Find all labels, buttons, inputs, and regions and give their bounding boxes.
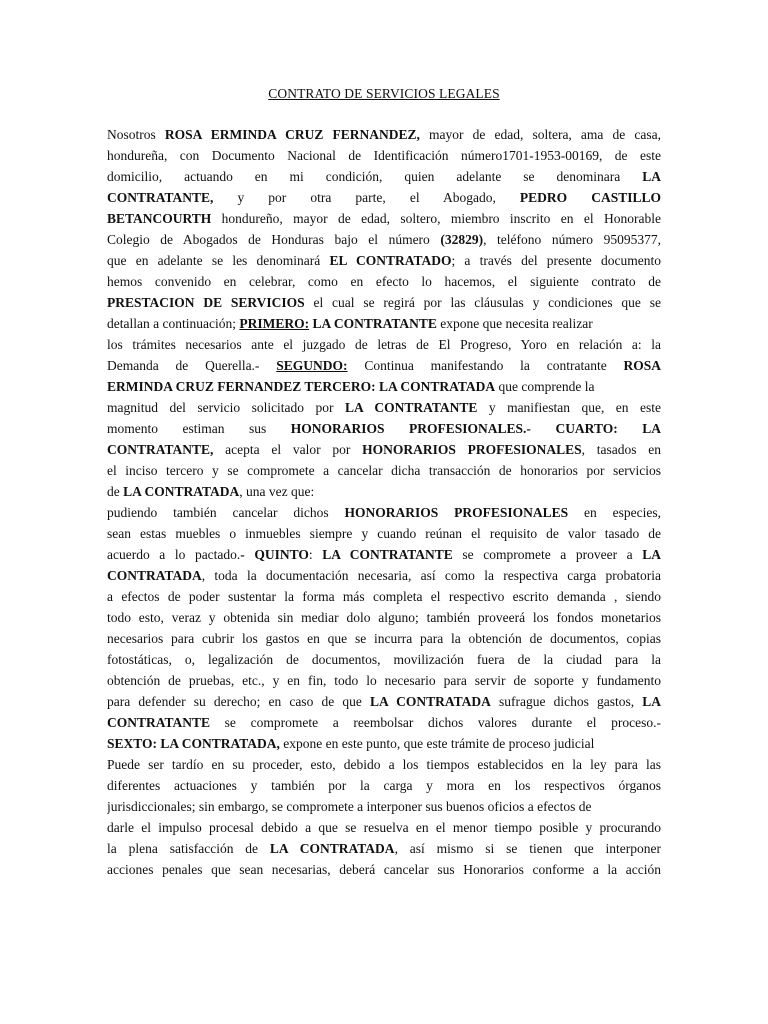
text-segment: , una vez que:	[239, 484, 315, 499]
bold-text-segment: BETANCOURTH	[107, 211, 212, 226]
contract-body	[107, 124, 661, 880]
bold-text-segment: PRESTACION DE SERVICIOS	[107, 295, 305, 310]
bold-text-segment: EL CONTRATADO	[329, 253, 452, 268]
text-line	[107, 166, 661, 187]
bold-text-segment: SEGUNDO:	[276, 358, 348, 373]
text-line	[107, 502, 661, 523]
text-segment: Colegio de Abogados de Honduras bajo el número	[107, 232, 441, 247]
text-segment: :	[308, 547, 323, 562]
text-segment: la plena satisfacción de	[107, 841, 270, 856]
text-segment: acciones penales que sean necesarias, deberá cancelar sus Honorarios conforme a la acción	[107, 862, 661, 877]
text-line	[107, 712, 661, 733]
text-segment: se compromete a proveer a	[452, 547, 643, 562]
bold-text-segment: CONTRATANTE,	[107, 442, 214, 457]
text-line	[107, 208, 661, 229]
text-line	[107, 859, 661, 880]
bold-text-segment: PEDRO CASTILLO	[519, 190, 661, 205]
text-segment: necesarios para cubrir los gastos en que se incurra para la obtención de documentos, copias	[107, 631, 661, 646]
bold-text-segment: (32829)	[440, 232, 484, 247]
text-line	[107, 250, 661, 271]
text-segment: mayor de edad, soltera, ama de casa,	[419, 127, 661, 142]
text-segment: diferentes actuaciones y también por la carga y mora en los respectivos órganos	[107, 778, 661, 793]
text-line	[107, 523, 661, 544]
text-segment: expone que necesita realizar	[436, 316, 593, 331]
text-segment: se compromete a reembolsar dichos valores durante el proceso.-	[210, 715, 661, 730]
text-segment: expone en este punto, que este trámite de proceso judicial	[279, 736, 595, 751]
text-segment: fotostáticas, o, legalización de documentos, movilización fuera de la ciudad para la	[107, 652, 661, 667]
text-line	[107, 418, 661, 439]
text-line	[107, 754, 661, 775]
bold-text-segment: PRIMERO:	[239, 316, 310, 331]
bold-text-segment: LA CONTRATANTE	[344, 400, 478, 415]
bold-text-segment: CONTRATANTE	[107, 715, 211, 730]
text-segment: , así mismo si se tienen que interponer	[394, 841, 661, 856]
bold-text-segment: LA	[642, 547, 661, 562]
text-segment: hondureño, mayor de edad, soltero, miembro inscrito en el Honorable	[211, 211, 661, 226]
text-segment: magnitud del servicio solicitado por	[107, 400, 345, 415]
bold-text-segment: HONORARIOS PROFESIONALES	[344, 505, 569, 520]
text-line	[107, 544, 661, 565]
text-segment: sufrague dichos gastos,	[490, 694, 643, 709]
text-segment: darle el impulso procesal debido a que se resuelva en el menor tiempo posible y procurando	[107, 820, 661, 835]
text-segment: que en adelante se les denominará	[107, 253, 330, 268]
text-line	[107, 733, 661, 754]
text-segment: pudiendo también cancelar dichos	[107, 505, 345, 520]
text-segment: para defender su derecho; en caso de que	[107, 694, 370, 709]
text-line	[107, 439, 661, 460]
text-segment: Nosotros	[107, 127, 165, 142]
text-line	[107, 670, 661, 691]
bold-text-segment: LA CONTRATADA	[369, 694, 491, 709]
text-line	[107, 649, 661, 670]
text-line	[107, 796, 661, 817]
text-segment: hemos convenido en celebrar, como en efecto lo hacemos, el siguiente contrato de	[107, 274, 661, 289]
document-title: CONTRATO DE SERVICIOS LEGALES	[268, 86, 500, 101]
text-segment: momento estiman sus	[107, 421, 291, 436]
text-line	[107, 124, 661, 145]
text-line	[107, 628, 661, 649]
text-segment: el cual se regirá por las cláusulas y condiciones que se	[304, 295, 661, 310]
bold-text-segment: LA	[642, 169, 661, 184]
text-segment: y manifiestan que, en este	[477, 400, 661, 415]
text-segment: acuerdo a lo pactado.	[107, 547, 241, 562]
text-line	[107, 313, 661, 334]
text-line	[107, 271, 661, 292]
bold-text-segment: LA	[642, 694, 661, 709]
text-segment: en especies,	[568, 505, 661, 520]
text-line	[107, 292, 661, 313]
bold-text-segment: HONORARIOS PROFESIONALES.- CUARTO: LA	[290, 421, 661, 436]
text-segment: sean estas muebles o inmuebles siempre y cuando reúnan el requisito de valor tasado de	[107, 526, 661, 541]
text-line	[107, 376, 661, 397]
text-segment: jurisdiccionales; sin embargo, se compromete a interponer sus buenos oficios a efectos de	[107, 799, 592, 814]
text-line	[107, 607, 661, 628]
text-segment: Demanda de Querella.-	[107, 358, 277, 373]
text-segment: los trámites necesarios ante el juzgado de letras de El Progreso, Yoro en relación a: la	[107, 337, 661, 352]
bold-text-segment: SEXTO: LA CONTRATADA,	[107, 736, 280, 751]
text-line	[107, 817, 661, 838]
text-segment: hondureña, con Documento Nacional de Identificación número1701-1953-00169, de este	[107, 148, 661, 163]
text-segment: y por otra parte, el Abogado,	[213, 190, 520, 205]
bold-text-segment: CONTRATADA	[107, 568, 202, 583]
bold-text-segment: LA CONTRATANTE	[322, 547, 453, 562]
bold-text-segment: ERMINDA CRUZ FERNANDEZ TERCERO: LA CONTRATADA	[107, 379, 496, 394]
text-line	[107, 691, 661, 712]
text-line	[107, 355, 661, 376]
bold-text-segment: LA CONTRATADA	[269, 841, 395, 856]
text-line	[107, 145, 661, 166]
text-segment: que comprende la	[495, 379, 595, 394]
text-line	[107, 229, 661, 250]
text-segment: Continua manifestando la contratante	[347, 358, 624, 373]
text-segment: acepta el valor por	[213, 442, 363, 457]
text-line	[107, 397, 661, 418]
text-line	[107, 187, 661, 208]
text-line	[107, 460, 661, 481]
bold-text-segment: LA CONTRATANTE	[312, 316, 437, 331]
text-segment: detallan a continuación;	[107, 316, 240, 331]
bold-text-segment: - QUINTO	[240, 547, 309, 562]
text-segment: todo esto, veraz y obtenida sin mediar dolo alguno; también proveerá los fondos monetarios	[107, 610, 661, 625]
text-segment: obtención de pruebas, etc., y en fin, todo lo necesario para servir de soporte y fundamento	[107, 673, 661, 688]
text-segment: domicilio, actuando en mi condición, quien adelante se denominara	[107, 169, 643, 184]
text-segment: , teléfono número 95095377,	[483, 232, 661, 247]
bold-text-segment: CONTRATANTE,	[107, 190, 214, 205]
text-line	[107, 334, 661, 355]
bold-text-segment: ROSA	[623, 358, 661, 373]
text-segment: Puede ser tardío en su proceder, esto, debido a los tiempos establecidos en la ley para las	[107, 757, 661, 772]
text-line	[107, 838, 661, 859]
text-line	[107, 565, 661, 586]
bold-text-segment: HONORARIOS PROFESIONALES	[362, 442, 582, 457]
bold-text-segment: ROSA ERMINDA CRUZ FERNANDEZ,	[164, 127, 420, 142]
text-line	[107, 481, 661, 502]
text-segment: ; a través del presente documento	[451, 253, 661, 268]
text-segment: , tasados en	[581, 442, 661, 457]
text-segment: de	[107, 484, 124, 499]
bold-text-segment: LA CONTRATADA	[123, 484, 240, 499]
text-line	[107, 775, 661, 796]
text-segment: , toda la documentación necesaria, así como la respectiva carga probatoria	[201, 568, 661, 583]
text-line	[107, 586, 661, 607]
text-segment: a efectos de poder sustentar la forma más completa el respectivo escrito demanda , siendo	[107, 589, 661, 604]
text-segment: el inciso tercero y se compromete a cancelar dicha transacción de honorarios por servicios	[107, 463, 661, 478]
